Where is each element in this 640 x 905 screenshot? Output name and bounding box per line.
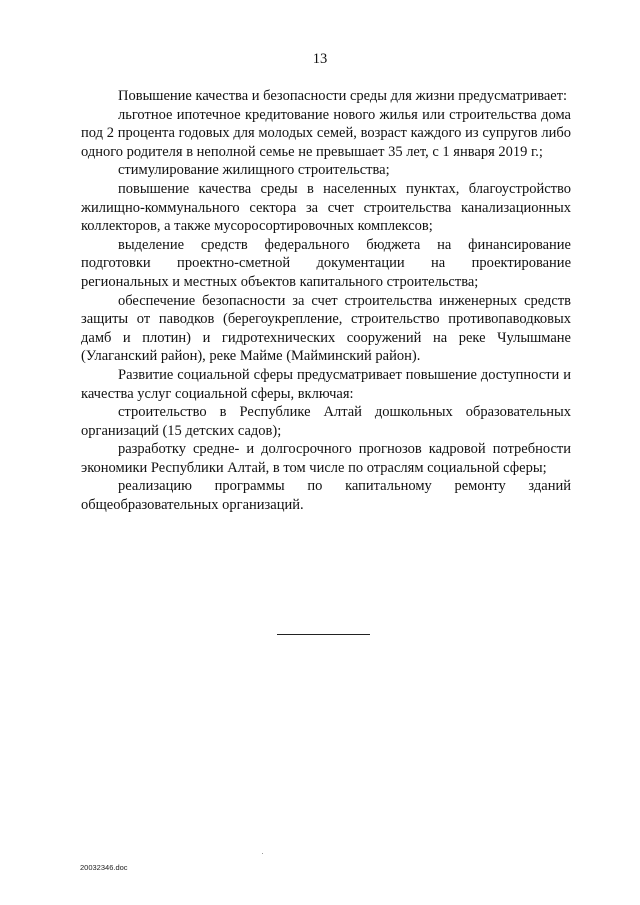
paragraph: Развитие социальной сферы предусматривает повышение доступности и качества услуг социальной сферы, включая: (81, 366, 571, 402)
paragraph: Повышение качества и безопасности среды для жизни предусматривает: (118, 88, 568, 104)
page-number: 13 (312, 51, 328, 67)
paragraph: повышение качества среды в населенных пунктах, благоустройство жилищно-коммунального сектора за счет строительства канализационных коллекторов, а также мусоросортировочных комплексов; (81, 180, 571, 235)
footer-filename: 20032346.doc (80, 863, 128, 872)
paragraph: льготное ипотечное кредитование нового жилья или строительства дома под 2 процента годовых для молодых семей, возраст каждого из супругов либо одного родителя в неполной семье не превышает 35 лет, с 1 января 2019 г.; (81, 106, 571, 160)
paragraph: обеспечение безопасности за счет строительства инженерных средств защиты от паводков (берегоукрепление, строительство противопаводковых дамб и плотин) и гидротехнических сооружений на реке Чулышмане (Улаганский район), реке Майме (Майминский район). (81, 292, 571, 365)
paragraph: стимулирование жилищного строительства; (118, 162, 390, 179)
document-body (81, 87, 571, 515)
paragraph: реализацию программы по капитальному ремонту зданий общеобразовательных организаций. (81, 478, 571, 514)
paragraph: выделение средств федерального бюджета на финансирование подготовки проектно-сметной документации на проектирование региональных и местных объектов капитального строительства; (81, 236, 571, 290)
paragraph: разработку средне- и долгосрочного прогнозов кадровой потребности экономики Республики Алтай, в том числе по отраслям социальной сферы; (81, 441, 571, 476)
paragraph: строительство в Республике Алтай дошкольных образовательных организаций (15 детских садов); (81, 404, 571, 439)
scan-speck (262, 853, 263, 854)
end-separator-line (277, 634, 370, 635)
